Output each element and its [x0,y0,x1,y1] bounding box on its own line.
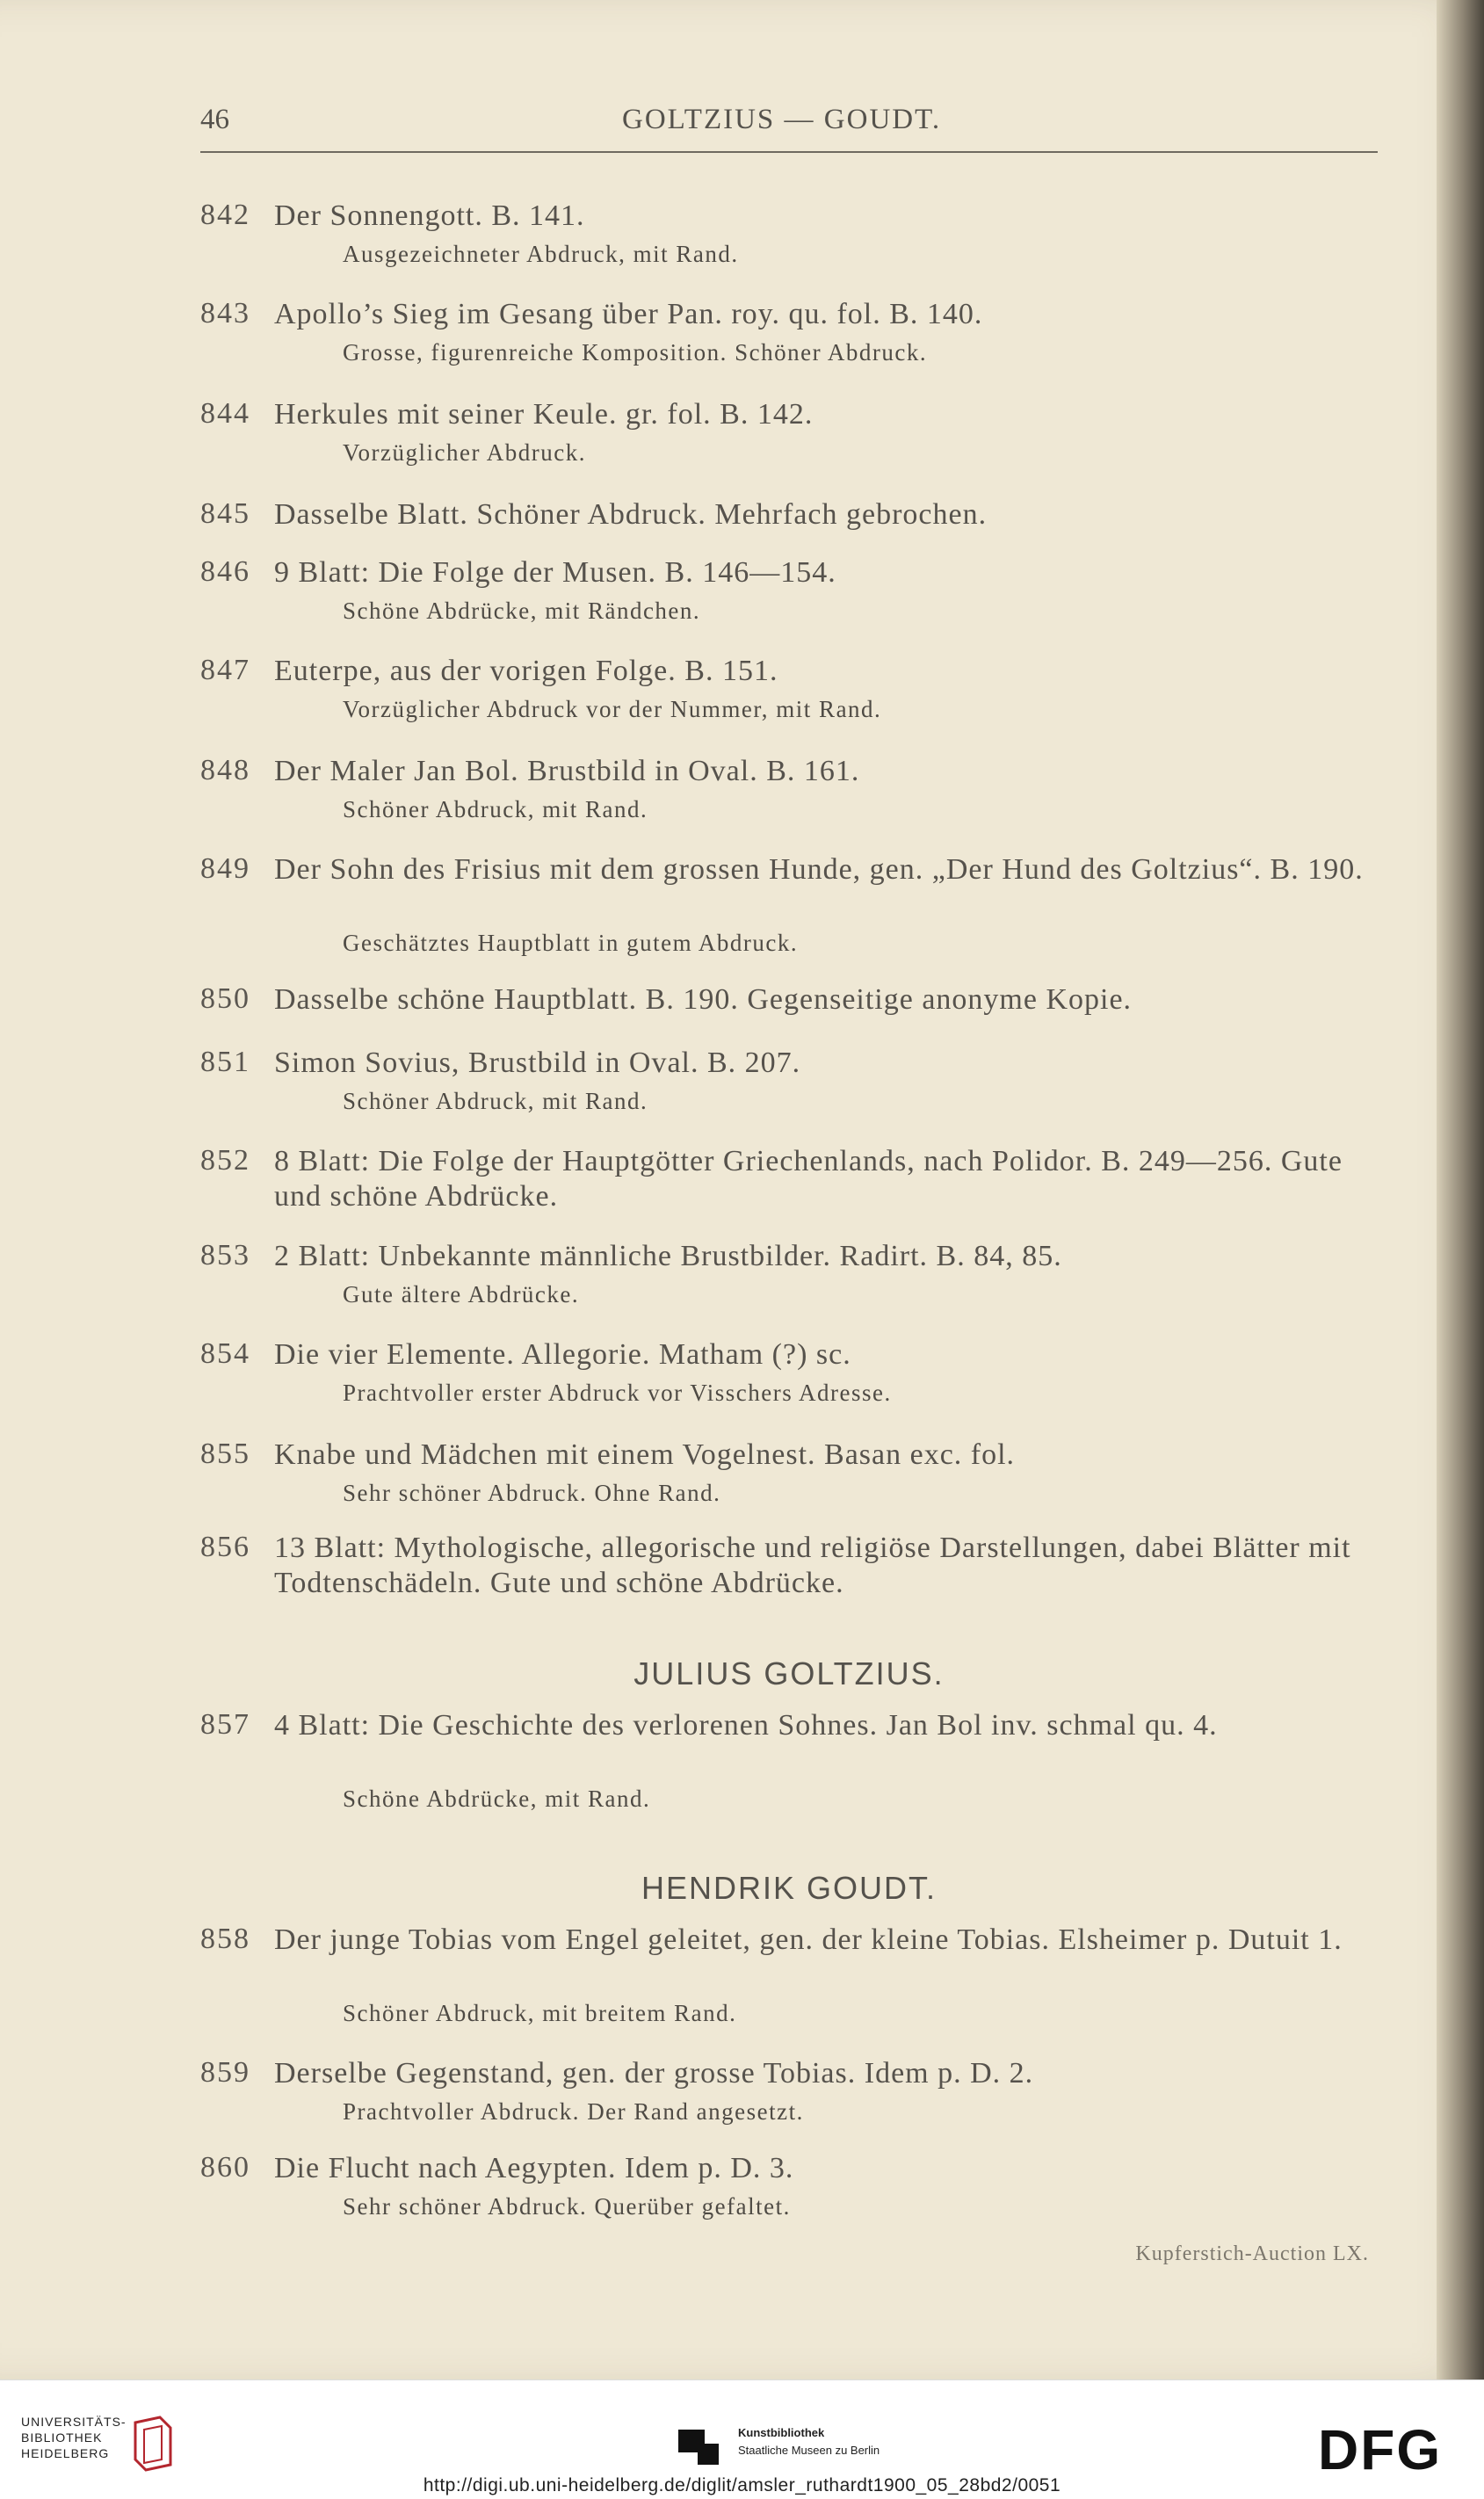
entry-title: Derselbe Gegenstand, gen. der grosse Tobias. Idem p. D. 2. [274,2057,1034,2090]
entry-title: Dasselbe schöne Hauptblatt. B. 190. Gegenseitige anonyme Kopie. [274,983,1133,1016]
entry-number: 854 [200,1337,250,1370]
entry-number: 857 [200,1708,250,1741]
entry-number: 848 [200,754,250,786]
entry-note: Schöne Abdrücke, mit Rändchen. [343,598,701,624]
entry-number: 856 [200,1531,250,1563]
university-crest-icon [130,2416,176,2472]
entry-title: Die vier Elemente. Allegorie. Matham (?) sc. [274,1338,851,1371]
entry-note: Grosse, figurenreiche Komposition. Schöner Abdruck. [343,339,928,366]
entry-number: 860 [200,2151,250,2184]
entry-note: Sehr schöner Abdruck. Ohne Rand. [343,1480,721,1506]
entry-title: Der Sohn des Frisius mit dem grossen Hunde, gen. „Der Hund des Goltzius“. B. 190. [274,853,1364,886]
running-head [200,98,1378,153]
entry-note: Schöne Abdrücke, mit Rand. [343,1786,651,1812]
entry-title: Der junge Tobias vom Engel geleitet, gen. der kleine Tobias. Elsheimer p. Dutuit 1. [274,1923,1343,1956]
kunstbibliothek-subtitle: Staatliche Museen zu Berlin [738,2444,880,2457]
entry-number: 842 [200,199,250,231]
book-spine-shadow [1437,0,1484,2379]
entry-number: 846 [200,555,250,588]
entry-title: 8 Blatt: Die Folge der Hauptgötter Griechenlands, nach Polidor. B. 249—256. Gute und schöne Abdrücke. [274,1145,1343,1213]
entry-title: Der Sonnengott. B. 141. [274,199,585,232]
entry-title: Apollo’s Sieg im Gesang über Pan. roy. qu. fol. B. 140. [274,298,983,330]
entry-number: 849 [200,852,250,885]
entry-title: Der Maler Jan Bol. Brustbild in Oval. B. 161. [274,755,860,787]
entry-title: Dasselbe Blatt. Schöner Abdruck. Mehrfach gebrochen. [274,498,988,531]
entry-note: Schöner Abdruck, mit Rand. [343,1088,648,1114]
entry-number: 855 [200,1438,250,1470]
entry-note: Schöner Abdruck, mit Rand. [343,796,648,822]
entry-number: 852 [200,1144,250,1177]
entry-title: Die Flucht nach Aegypten. Idem p. D. 3. [274,2152,794,2184]
page-number: 46 [200,104,229,135]
entry-title: 13 Blatt: Mythologische, allegorische und religiöse Darstellungen, dabei Blätter mit Todtenschädeln. Gute und schöne Abdrücke. [274,1532,1351,1599]
entry-number: 847 [200,654,250,686]
entry-note: Vorzüglicher Abdruck. [343,439,586,466]
dfg-logo[interactable]: DFG [1318,2418,1443,2481]
section-heading-hendrik-goudt: HENDRIK GOUDT. [641,1870,937,1906]
entry-note: Prachtvoller erster Abdruck vor Visschers Adresse. [343,1380,892,1406]
entry-title: 4 Blatt: Die Geschichte des verlorenen Sohnes. Jan Bol inv. schmal qu. 4. [274,1709,1218,1742]
kunstbibliothek-mark-icon [678,2424,722,2468]
entry-note: Ausgezeichneter Abdruck, mit Rand. [343,241,739,267]
entry-note: Vorzüglicher Abdruck vor der Nummer, mit Rand. [343,696,882,722]
source-url[interactable]: http://digi.ub.uni-heidelberg.de/diglit/amsler_ruthardt1900_05_28bd2/0051 [423,2475,1061,2495]
kunstbibliothek-logo[interactable] [678,2424,942,2468]
entry-number: 851 [200,1046,250,1078]
entry-note: Schöner Abdruck, mit breitem Rand. [343,2000,737,2026]
entry-title: Knabe und Mädchen mit einem Vogelnest. Basan exc. fol. [274,1438,1016,1471]
entry-number: 858 [200,1923,250,1955]
page-header: GOLTZIUS — GOUDT. [622,104,942,135]
entry-title: 2 Blatt: Unbekannte männliche Brustbilder. Radirt. B. 84, 85. [274,1240,1062,1272]
entry-number: 844 [200,397,250,430]
bottom-bar [0,2379,1484,2499]
entry-note: Geschätztes Hauptblatt in gutem Abdruck. [343,930,799,956]
entry-number: 843 [200,297,250,330]
entry-title: Herkules mit seiner Keule. gr. fol. B. 142. [274,398,814,431]
entry-number: 845 [200,497,250,530]
footer-note: Kupferstich-Auction LX. [1135,2242,1369,2265]
entry-title: Simon Sovius, Brustbild in Oval. B. 207. [274,1047,801,1079]
entry-title: 9 Blatt: Die Folge der Musen. B. 146—154. [274,556,836,589]
entry-title: Euterpe, aus der vorigen Folge. B. 151. [274,655,778,687]
entry-note: Prachtvoller Abdruck. Der Rand angesetzt. [343,2098,804,2125]
university-library-logo[interactable]: UNIVERSITÄTS- BIBLIOTHEK HEIDELBERG [21,2415,127,2460]
entry-note: Sehr schöner Abdruck. Querüber gefaltet. [343,2193,791,2220]
kunstbibliothek-title: Kunstbibliothek [738,2426,825,2439]
entry-number: 850 [200,982,250,1015]
entry-number: 859 [200,2056,250,2089]
section-heading-julius-goltzius: JULIUS GOLTZIUS. [633,1655,945,1691]
entry-number: 853 [200,1239,250,1271]
entry-note: Gute ältere Abdrücke. [343,1281,580,1307]
